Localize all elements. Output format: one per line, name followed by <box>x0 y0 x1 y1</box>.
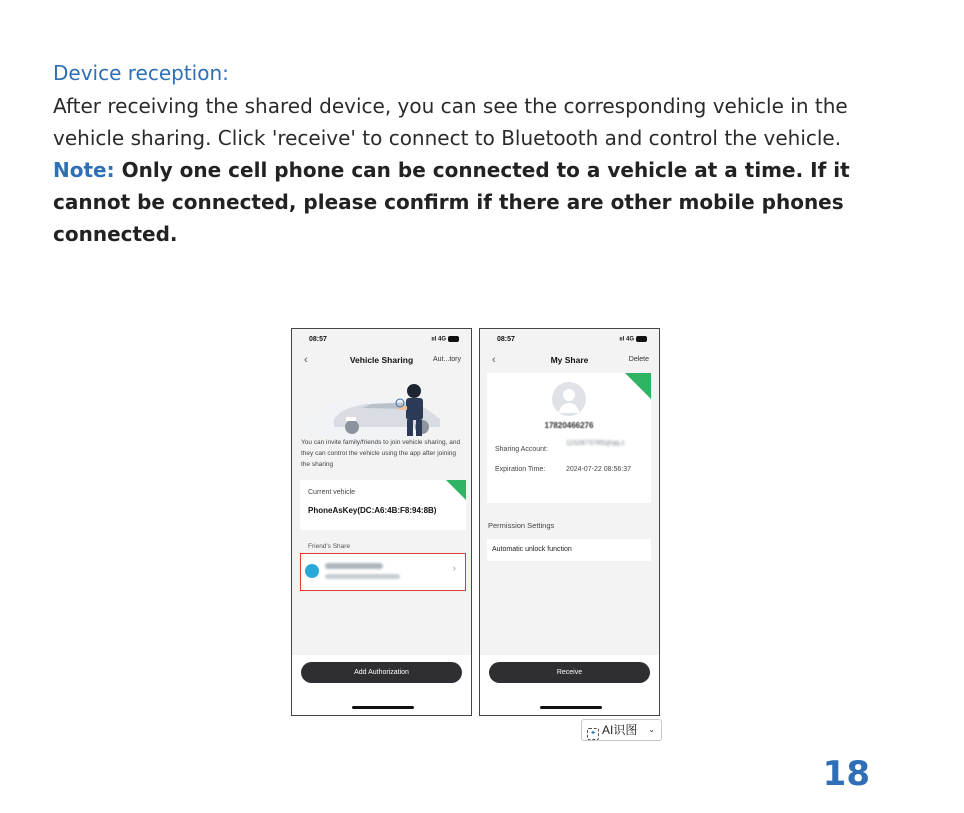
current-vehicle-card[interactable] <box>300 480 466 530</box>
avatar-icon <box>552 382 586 416</box>
permission-item-label: Automatic unlock function <box>492 546 572 553</box>
ai-image-recognition-button[interactable] <box>581 719 662 741</box>
permission-item[interactable] <box>487 539 651 561</box>
scan-icon: ✦ <box>587 728 599 740</box>
back-icon[interactable]: ‹ <box>304 354 308 366</box>
bottom-panel <box>480 655 659 715</box>
sharing-account-value: 1152873785@qq.c <box>566 440 625 447</box>
friend-detail-redacted <box>325 574 400 579</box>
receive-button[interactable]: Receive <box>489 662 650 683</box>
battery-icon <box>448 336 459 342</box>
friend-avatar-icon <box>305 564 319 578</box>
status-bar <box>480 336 659 346</box>
expiration-label: Expiration Time: <box>495 466 546 473</box>
section-heading: Device reception: <box>53 61 229 85</box>
document-text <box>53 58 913 250</box>
sharer-phone-number: 17820466276 <box>544 421 594 430</box>
friend-share-item[interactable] <box>300 553 466 591</box>
page-title: My Share <box>550 355 589 365</box>
nav-bar <box>292 353 471 369</box>
sharing-account-label: Sharing Account: <box>495 446 548 453</box>
authorization-history-link[interactable]: Aut...tory <box>432 356 461 363</box>
signal-icon: ııl 4G <box>431 336 459 343</box>
signal-icon: ııl 4G <box>619 336 647 343</box>
note-paragraph <box>53 154 913 250</box>
home-indicator <box>352 706 414 709</box>
chevron-down-icon: ⌄ <box>648 725 655 734</box>
bottom-panel <box>292 655 471 715</box>
status-time: 08:57 <box>309 336 327 343</box>
home-indicator <box>540 706 602 709</box>
status-ribbon <box>625 373 651 399</box>
expiration-value: 2024-07-22 08:56:37 <box>566 466 631 473</box>
permission-settings-title: Permission Settings <box>488 521 555 530</box>
intro-text: You can invite family/friends to join vehicle sharing, and they can control the vehicle using the app after joining the sharing <box>301 439 461 468</box>
delete-button[interactable]: Delete <box>628 356 649 363</box>
note-text: Only one cell phone can be connected to a vehicle at a time. If it cannot be connected, please confirm if there are other mobile phones connected. <box>53 158 850 246</box>
current-vehicle-name: PhoneAsKey(DC:A6:4B:F8:94:8B) <box>308 506 437 515</box>
page-number: 18 <box>822 754 870 794</box>
ai-chip-label: AI识图 <box>602 723 638 737</box>
my-share-screenshot <box>479 328 660 716</box>
add-authorization-button[interactable]: Add Authorization <box>301 662 462 683</box>
chevron-right-icon: › <box>452 563 456 574</box>
note-label: Note: <box>53 158 115 182</box>
battery-icon <box>636 336 647 342</box>
friends-share-label: Friend's Share <box>308 543 351 550</box>
nav-bar <box>480 353 659 369</box>
body-paragraph: After receiving the shared device, you can see the corresponding vehicle in the vehicle sharing. Click 'receive' to connect to Bluetooth and control the vehicle. <box>53 94 848 150</box>
share-info-card <box>487 373 651 503</box>
current-vehicle-label: Current vehicle <box>308 489 356 496</box>
friend-account-redacted <box>325 563 383 569</box>
back-icon[interactable]: ‹ <box>492 354 496 366</box>
page-title: Vehicle Sharing <box>349 355 414 365</box>
status-time: 08:57 <box>497 336 515 343</box>
vehicle-sharing-screenshot <box>291 328 472 716</box>
status-bar <box>292 336 471 346</box>
status-ribbon <box>446 480 466 500</box>
